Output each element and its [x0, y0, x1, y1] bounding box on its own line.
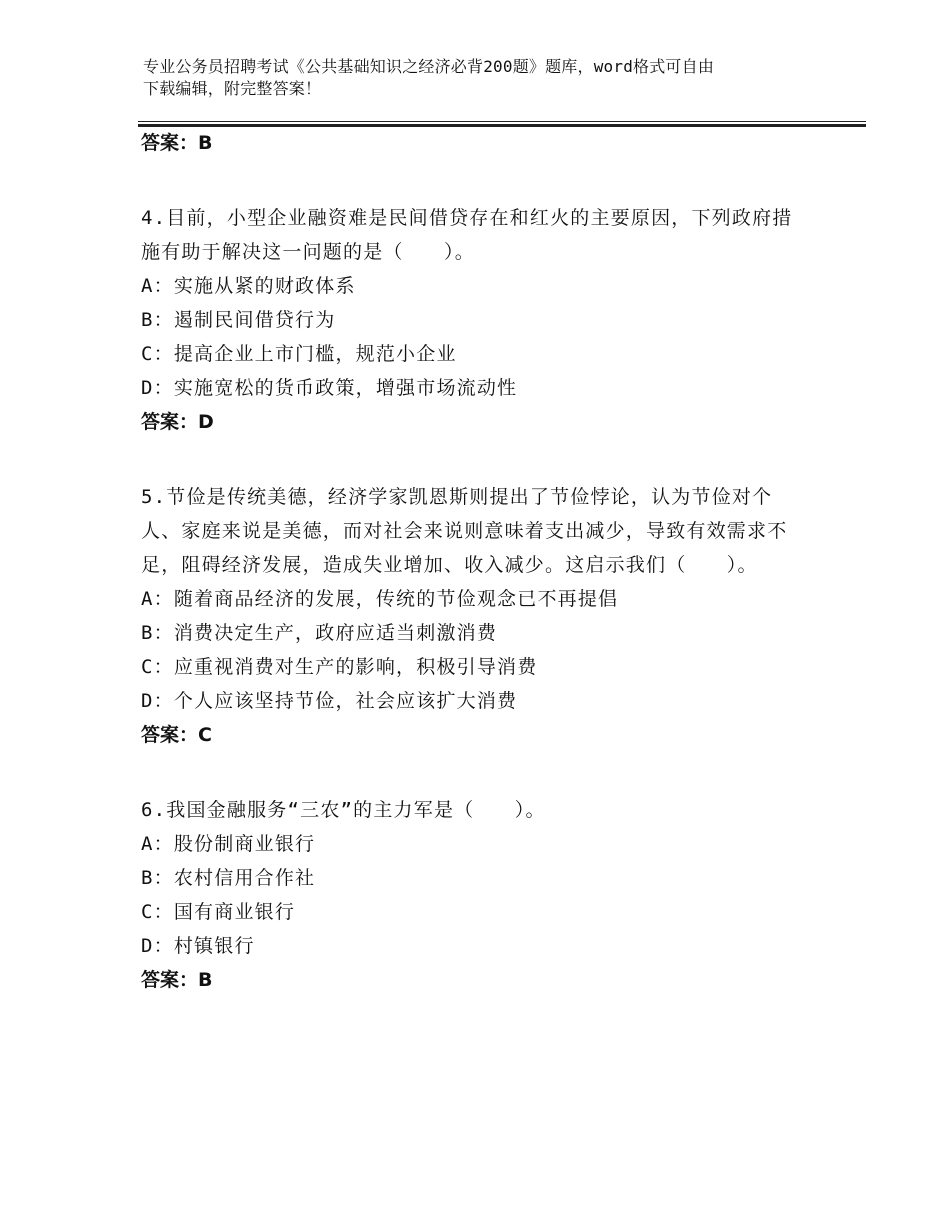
answer: 答案：C [141, 724, 212, 746]
option-d: D：村镇银行 [141, 935, 255, 957]
option-b: B：消费决定生产，政府应适当刺激消费 [141, 622, 498, 644]
question-6 [141, 793, 801, 997]
question-text: 5.节俭是传统美德，经济学家凯恩斯则提出了节俭悖论，认为节俭对个人、家庭来说是美德，而对社会来说则意味着支出减少，导致有效需求不足，阻碍经济发展，造成失业增加、收入减少。这启示我们（ ）。 [141, 486, 788, 576]
option-c: C：提高企业上市门槛，规范小企业 [141, 343, 457, 365]
option-d: D：实施宽松的货币政策，增强市场流动性 [141, 377, 518, 399]
option-a: A：随着商品经济的发展，传统的节俭观念已不再提倡 [141, 588, 619, 610]
option-b: B：遏制民间借贷行为 [141, 309, 336, 331]
question-text: 6.我国金融服务“三农”的主力军是（ ）。 [141, 799, 546, 821]
answer: 答案：B [141, 969, 213, 991]
option-c: C：国有商业银行 [141, 901, 296, 923]
option-b: B：农村信用合作社 [141, 867, 316, 889]
header-rule-thin [138, 121, 866, 122]
option-a: A：实施从紧的财政体系 [141, 275, 356, 297]
option-d: D：个人应该坚持节俭，社会应该扩大消费 [141, 690, 518, 712]
option-c: C：应重视消费对生产的影响，积极引导消费 [141, 656, 538, 678]
header-line-1: 专业公务员招聘考试《公共基础知识之经济必背200题》题库，word格式可自由 [143, 57, 715, 76]
header-line-2: 下载编辑，附完整答案！ [143, 79, 322, 98]
question-list [141, 126, 801, 997]
question-text: 4.目前，小型企业融资难是民间借贷存在和红火的主要原因，下列政府措施有助于解决这一问题的是（ ）。 [141, 207, 793, 263]
question-4 [141, 201, 801, 439]
answer: 答案：D [141, 411, 214, 433]
previous-answer: 答案：B [141, 132, 213, 154]
option-a: A：股份制商业银行 [141, 833, 316, 855]
question-5 [141, 480, 801, 752]
document-header [143, 56, 803, 100]
